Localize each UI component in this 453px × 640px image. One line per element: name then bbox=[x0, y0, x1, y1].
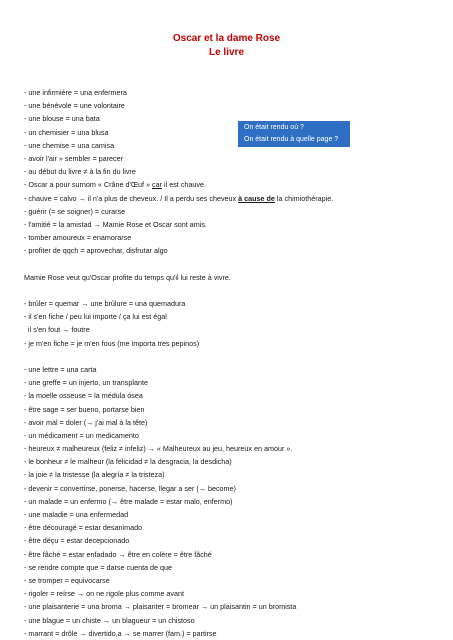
sentence-line: Mamie Rose veut qu'Oscar profite du temps qu'il lui reste à vivre. bbox=[24, 272, 231, 282]
vocab-line: - une infirmière = una enfermera bbox=[24, 88, 127, 97]
blank-line bbox=[24, 257, 434, 270]
note-line: On était rendu où ? bbox=[244, 124, 304, 131]
line-text: - chauve = calvo → il n'a plus de cheveux. / Il a perdu ses cheveux bbox=[24, 193, 239, 203]
vocab-line: - se tromper = equivocarse bbox=[24, 575, 110, 585]
bold-phrase: à cause de bbox=[238, 193, 275, 203]
vocab-line: - la moelle osseuse = la médula ósea bbox=[24, 391, 143, 401]
vocab-line: - tomber amoureux = enamorarse bbox=[24, 233, 132, 243]
vocab-line: - rigoler = reírse → on ne rigole plus comme avant bbox=[24, 589, 184, 599]
vocab-line: - marrant = drôle → divertido,a → se marrer (fam.) = partirse bbox=[24, 628, 217, 638]
vocab-line: - être sage = ser bueno, portarse bien bbox=[24, 404, 145, 414]
line-text: - Oscar a pour surnom « Crâne d'Œuf » bbox=[24, 180, 153, 190]
blank-line bbox=[24, 284, 434, 297]
vocab-line: - guérir (= se soigner) = curarse bbox=[24, 206, 126, 216]
vocab-line: - il s'en fiche / peu lui importe / ça lui est égal bbox=[24, 312, 167, 322]
vocab-line: - profiter de qqch = aprovechar, disfrutar algo bbox=[24, 246, 168, 256]
title-block bbox=[0, 32, 453, 60]
vocab-line: - avoir mal = doler (→ j'ai mal à la tête) bbox=[24, 417, 148, 427]
vocab-line: - une maladie = una enfermedad bbox=[24, 510, 129, 519]
vocab-line: - avoir l'air » sembler = parecer bbox=[24, 153, 124, 163]
vocab-line: - brûler = quemar → une brûlure = una quemadura bbox=[24, 299, 186, 308]
vocab-line: - heureux ≠ malheureux (feliz ≠ infeliz) → « Malheureux au jeu, heureux en amour ». bbox=[24, 444, 293, 454]
vocab-line: - être déçu = estar decepcionado bbox=[24, 536, 130, 546]
document-title: Oscar et la dame Rose bbox=[172, 33, 281, 44]
vocab-line: - une blague = un chiste → un blagueur = un chistoso bbox=[24, 615, 195, 625]
blank-line bbox=[24, 350, 434, 363]
vocab-line: - la joie ≠ la tristesse (la alegría ≠ la tristeza) bbox=[24, 470, 165, 480]
vocab-line: - être découragé = estar desanimado bbox=[24, 523, 143, 533]
vocab-line: - un médicament = un medicamento bbox=[24, 430, 139, 440]
vocab-line: - l'amitié = la amistad → Mamie Rose et Oscar sont amis. bbox=[24, 219, 207, 229]
vocab-line: - se rendre compte que = darse cuenta de que bbox=[24, 562, 173, 572]
vocab-line: - être fâché = estar enfadado → être en colère = être fâché bbox=[24, 549, 212, 559]
vocab-line: - un chemisier = una blusa bbox=[24, 127, 109, 137]
vocab-line: il s'en fout → foutre bbox=[28, 325, 90, 335]
vocab-line: - je m'en fiche = je m'en fous (me importa tres pepinos) bbox=[24, 338, 200, 348]
vocab-line: - au début du livre ≠ à la fin du livre bbox=[24, 167, 136, 177]
vocab-line: - une lettre = una carta bbox=[24, 364, 97, 374]
vocab-line bbox=[24, 178, 434, 191]
vocab-line: - une blouse = una bata bbox=[24, 114, 100, 124]
note-line: On était rendu à quelle page ? bbox=[244, 136, 339, 143]
vocab-line: - le bonheur ≠ le malheur (la felicidad ≠ la desgracia, la desdicha) bbox=[24, 457, 232, 467]
underlined-word: car bbox=[152, 180, 163, 190]
vocab-line bbox=[24, 192, 434, 205]
vocab-line: - une greffe = un injerto, un transplante bbox=[24, 378, 148, 388]
vocab-line: - une chemise = una camisa bbox=[24, 140, 115, 150]
line-text: la chimiothérapie. bbox=[274, 193, 334, 203]
vocab-line: - une plaisanterie = una broma → plaisanter = bromear → un plaisantin = un bromista bbox=[24, 602, 297, 612]
comment-note bbox=[238, 121, 350, 147]
vocab-line: - une bénévole = une volontaire bbox=[24, 101, 125, 111]
vocab-line: - devenir = convertirse, ponerse, hacerse, llegar a ser (→ become) bbox=[24, 483, 236, 493]
vocab-line: - un malade = un enfermo (→ être malade = estar malo, enfermo) bbox=[24, 496, 233, 506]
line-text: il est chauve. bbox=[162, 180, 206, 190]
vocabulary-list bbox=[24, 86, 434, 640]
document-subtitle: Le livre bbox=[208, 47, 245, 58]
